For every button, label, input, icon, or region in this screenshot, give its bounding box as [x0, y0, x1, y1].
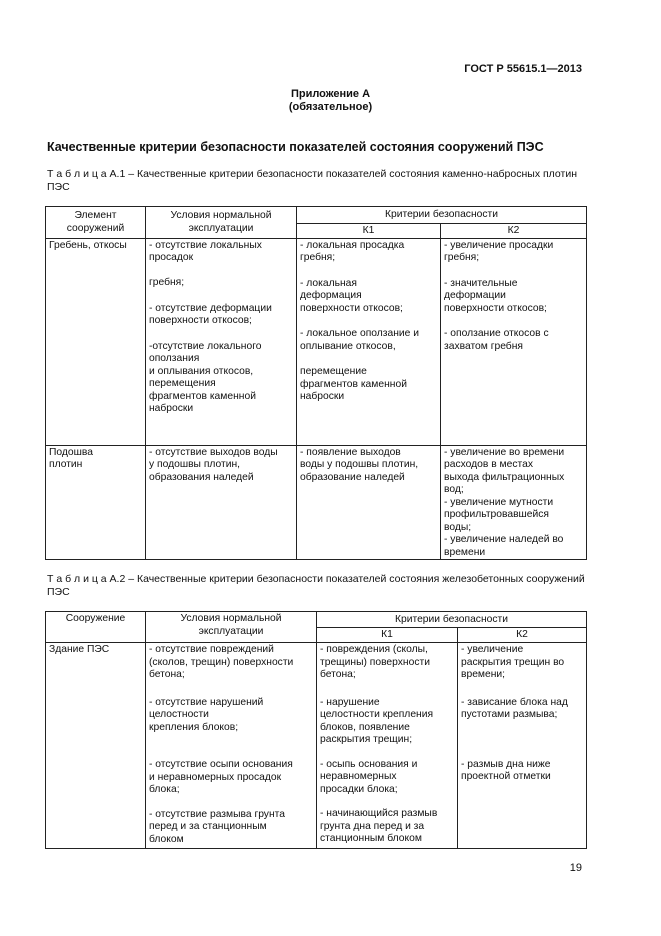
header-k1: К1 — [297, 224, 441, 239]
cell-k1: - появление выходов воды у подошвы плотин, образование наледей — [297, 445, 441, 560]
header-conditions: Условия нормальной эксплуатации — [146, 207, 297, 239]
table-a1-caption: Т а б л и ц а А.1 – Качественные критерии безопасности показателей состояния каменно-набросных плотин ПЭС — [47, 168, 578, 193]
cell-element: Подошва плотин — [46, 445, 146, 560]
page-number: 19 — [569, 862, 582, 874]
cell-k2: - увеличение во времени расходов в местах выхода фильтрационных вод; - увеличение мутности профильтровавшейся воды; - увеличение наледей во времени — [441, 445, 587, 560]
cell-conditions: - отсутствие повреждений (сколов, трещин) поверхности бетона; - отсутствие нарушений целостности крепления блоков; - отсутствие осыпи основания и неравномерных просадок блока; - отсутствие размыва грунта перед и за станционным блоком — [146, 643, 317, 849]
cell-conditions: - отсутствие выходов воды у подошвы плотин, образования наледей — [146, 445, 297, 560]
table-a1 — [45, 206, 587, 560]
table-row — [46, 643, 587, 849]
standard-number: ГОСТ Р 55615.1—2013 — [464, 63, 582, 75]
header-k2: К2 — [441, 224, 587, 239]
table-a2-caption: Т а б л и ц а А.2 – Качественные критерии безопасности показателей состояния железобетонных сооружений ПЭС — [47, 573, 585, 598]
header-conditions: Условия нормальной эксплуатации — [146, 612, 317, 643]
header-element: Элемент сооружений — [46, 207, 146, 239]
cell-element: Гребень, откосы — [46, 238, 146, 445]
annex-title: Приложение А — [290, 88, 371, 100]
cell-element: Здание ПЭС — [46, 643, 146, 849]
header-k1: К1 — [317, 628, 458, 643]
table-row — [46, 445, 587, 560]
cell-k1: - локальная просадка гребня; - локальная деформация поверхности откосов; - локальное оползание и оплывание откосов, перемещение фрагментов каменной наброски — [297, 238, 441, 445]
cell-k1: - повреждения (сколы, трещины) поверхности бетона; - нарушение целостности крепления блоков, появление раскрытия трещин; - осыпь основания и неравномерных просадки блока; - начинающийся размыв грунта дна перед и за станционным блоком — [317, 643, 458, 849]
header-criteria: Критерии безопасности — [317, 612, 587, 628]
section-title: Качественные критерии безопасности показателей состояния сооружений ПЭС — [47, 140, 544, 154]
header-element: Сооружение — [46, 612, 146, 643]
annex-status: (обязательное) — [288, 101, 373, 113]
table-a2 — [45, 611, 587, 849]
cell-conditions: - отсутствие локальных просадок гребня; - отсутствие деформации поверхности откосов; -отсутствие локального оползания и оплывания откосов, перемещения фрагментов каменной наброски — [146, 238, 297, 445]
cell-k2: - увеличение раскрытия трещин во времени; - зависание блока над пустотами размыва; - размыв дна ниже проектной отметки — [458, 643, 587, 849]
table-row — [46, 238, 587, 445]
header-criteria: Критерии безопасности — [297, 207, 587, 224]
cell-k2: - увеличение просадки гребня; - значительные деформации поверхности откосов; - оползание откосов с захватом гребня — [441, 238, 587, 445]
header-k2: К2 — [458, 628, 587, 643]
